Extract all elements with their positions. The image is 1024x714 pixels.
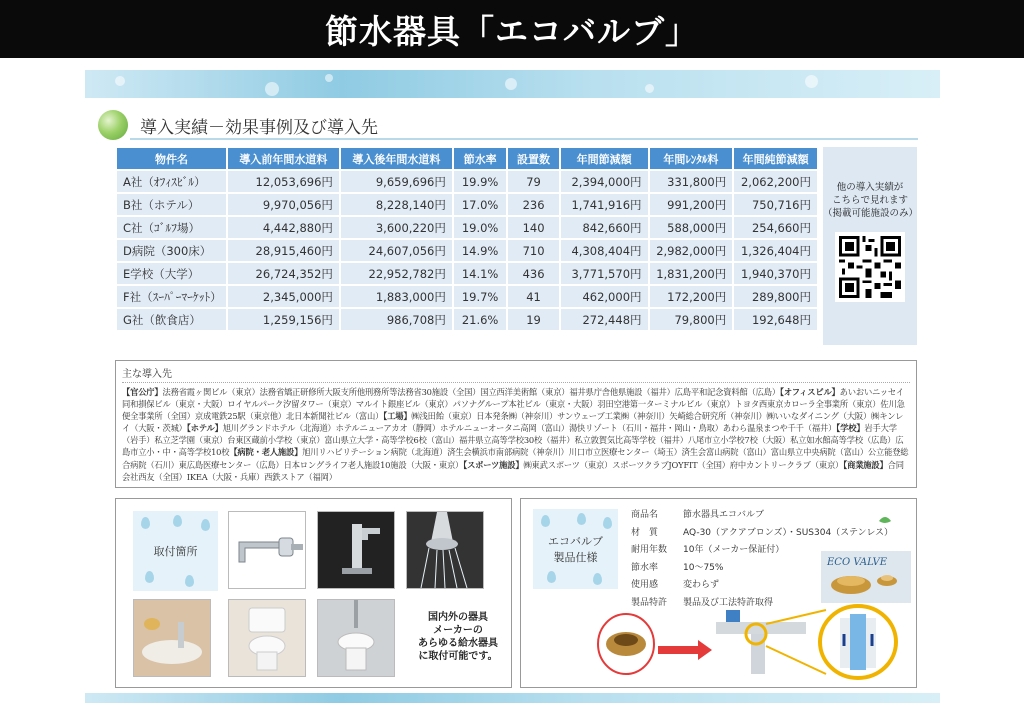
col-header: 設置数 <box>508 148 558 169</box>
category-label: 【ホテル】 <box>186 423 223 434</box>
cell-rate: 21.6% <box>454 309 506 330</box>
water-banner-top <box>85 70 940 98</box>
cell-saving: 2,394,000円 <box>561 171 648 192</box>
spec-label-line: 製品仕様 <box>553 551 598 564</box>
cell-before: 2,345,000円 <box>228 286 339 307</box>
cell-saving: 1,741,916円 <box>561 194 648 215</box>
main-users-title: 主な導入先 <box>122 365 910 383</box>
cell-before: 4,442,880円 <box>228 217 339 238</box>
table-row <box>117 171 817 192</box>
spec-label-line: エコバルブ <box>548 535 603 548</box>
install-note <box>412 611 504 663</box>
spec-key: 節水率 <box>631 562 659 573</box>
spec-value: 10年（メーカー保証付） <box>683 545 785 555</box>
cell-net: 2,062,200円 <box>734 171 817 192</box>
heading-rule <box>130 138 918 140</box>
spec-value: 変わらず <box>683 580 720 590</box>
more-results-box <box>823 147 917 345</box>
col-header: 年間ﾚﾝﾀﾙ料 <box>650 148 733 169</box>
category-text: 法務省霞ヶ関ビル（東京）法務省矯正研修所大阪支所他刑務所等法務省30施設（全国）国立西洋美術館（東京）福井県庁舎他県施設（福井）広島平和記念資料館（広島） <box>162 387 780 397</box>
cell-count: 710 <box>508 240 558 261</box>
cell-rate: 14.1% <box>454 263 506 284</box>
cell-property: B社（ホテル） <box>117 194 226 215</box>
cell-net: 289,800円 <box>734 286 817 307</box>
cell-before: 9,970,056円 <box>228 194 339 215</box>
more-results-note <box>823 181 917 220</box>
spec-key: 耐用年数 <box>631 545 668 555</box>
cell-saving: 272,448円 <box>561 309 648 330</box>
cell-after: 8,228,140円 <box>341 194 452 215</box>
table-header-row <box>117 148 817 169</box>
cell-count: 19 <box>508 309 558 330</box>
cell-net: 1,940,370円 <box>734 263 817 284</box>
cell-rate: 17.0% <box>454 194 506 215</box>
cell-rate: 19.0% <box>454 217 506 238</box>
cell-count: 140 <box>508 217 558 238</box>
cell-rental: 991,200円 <box>650 194 733 215</box>
title-bar <box>0 0 1024 58</box>
cell-rental: 588,000円 <box>650 217 733 238</box>
main-users-box <box>115 360 917 488</box>
cell-before: 12,053,696円 <box>228 171 339 192</box>
install-note-line: あらゆる給水器具 <box>418 638 498 649</box>
category-text: 合同会社西友（全国）IKEA（大阪・兵庫）西鉄ストア（福岡） <box>122 459 904 482</box>
install-note-line: メーカーの <box>433 625 483 636</box>
spec-label-box <box>533 509 618 589</box>
spec-key: 材 質 <box>631 527 659 538</box>
cell-rate: 19.9% <box>454 171 506 192</box>
main-users-text <box>122 386 910 483</box>
cell-after: 9,659,696円 <box>341 171 452 192</box>
cell-saving: 842,660円 <box>561 217 648 238</box>
washbasin-image <box>133 599 211 677</box>
section-title: 導入実績－効果事例及び導入先 <box>140 117 378 138</box>
spec-key: 商品名 <box>631 510 659 520</box>
spec-value: 10～75% <box>683 562 724 573</box>
category-label: 【官公庁】 <box>122 387 163 397</box>
cell-rate: 19.7% <box>454 286 506 307</box>
note-line: （掲載可能施設のみ） <box>823 208 919 219</box>
category-text: 旭川グランドホテル（北海道）ホテルニューアカオ（静岡）ホテルニューオータニ高岡（富山）湯快リゾート（石川・福井・岡山・鳥取）あわら温泉まつや千千（福井） <box>222 423 837 434</box>
category-text: 旭川リハビリテーション病院（北海道）済生会横浜市南部病院（神奈川）川口市立医療センター（埼玉）済生会富山病院（富山）富山県立中央病院（富山）公立能登総合病院（石川）東広島医療センター（広島）日本ロングライフ老人施設10施設（大阪・東京） <box>122 447 909 470</box>
cell-net: 750,716円 <box>734 194 817 215</box>
install-locations-box <box>115 498 512 688</box>
table-row <box>117 240 817 261</box>
cell-property: A社（ｵﾌｨｽﾋﾞﾙ） <box>117 171 226 192</box>
page-title: 節水器具「エコバルブ」 <box>325 11 699 51</box>
install-note-line: 国内外の器具 <box>428 612 488 623</box>
cell-after: 24,607,056円 <box>341 240 452 261</box>
section-heading <box>98 110 378 140</box>
table-row <box>117 217 817 238</box>
spec-value: 節水器具エコバルブ <box>683 510 765 520</box>
col-header: 導入前年間水道料 <box>228 148 339 169</box>
spec-value: 製品及び工法特許取得 <box>683 597 774 608</box>
category-text: 岩手大学（岩手）私立芝学園（東京）台東区蔵前小学校（東京）富山県立大学・高等学校6校（富山）福井県立高等学校30校（福井）私立敦賀気比高等学校（福井）八尾市立小学校7校（大阪）私立如水館高等学校（広島）広島市立小・中・高等学校10校 <box>122 423 904 458</box>
category-label: 【学校】 <box>836 423 865 434</box>
table-row <box>117 309 817 330</box>
cell-after: 1,883,000円 <box>341 286 452 307</box>
category-label: 【スポーツ施設】 <box>463 459 524 470</box>
cell-after: 22,952,782円 <box>341 263 452 284</box>
category-text: あいおいニッセイ同和損保ビル（東京・大阪）ロイヤルパーク汐留タワー（東京）マルイト銀座ビル（東京）パソナグループ本社ビル（東京・大阪）羽田空港第一ターミナルビル（東京）トヨタ西東京カローラ全事業所（東京）佐川急便全事業所（全国）京成電鉄25駅（東京他）北日本新聞社ビル（富山） <box>122 387 905 422</box>
cell-before: 26,724,352円 <box>228 263 339 284</box>
table-row <box>117 194 817 215</box>
water-banner-bottom <box>85 693 940 703</box>
note-line: 他の導入実績が <box>836 182 904 193</box>
cell-net: 254,660円 <box>734 217 817 238</box>
cell-net: 192,648円 <box>734 309 817 330</box>
results-table <box>115 146 819 332</box>
table-row <box>117 286 817 307</box>
col-header: 年間純節減額 <box>734 148 817 169</box>
product-spec-box <box>520 498 917 688</box>
spec-key: 製品特許 <box>631 597 668 608</box>
kitchen-faucet-image <box>317 511 395 589</box>
cell-saving: 4,308,404円 <box>561 240 648 261</box>
cell-property: C社（ｺﾞﾙﾌ場） <box>117 217 226 238</box>
category-text: ㈱浅田飴（東京）日本発条㈱（神奈川）サンウェーブ工業㈱（神奈川）矢崎総合研究所（神奈川）㈱いいなダイニング（大阪）㈱キンレイ（大阪・茨城） <box>122 411 904 434</box>
category-label: 【商業施設】 <box>843 459 888 470</box>
cell-count: 79 <box>508 171 558 192</box>
shower-head-image <box>406 511 484 589</box>
col-header: 年間節減額 <box>561 148 648 169</box>
note-line: こちらで見れます <box>832 195 908 206</box>
wall-faucet-image <box>228 511 306 589</box>
install-note-line: に取付可能です。 <box>418 651 498 662</box>
install-label-box <box>133 511 218 591</box>
cell-property: F社（ｽｰﾊﾟｰﾏｰｹｯﾄ） <box>117 286 226 307</box>
category-label: 【オフィスビル】 <box>779 387 840 397</box>
cell-rental: 172,200円 <box>650 286 733 307</box>
cell-count: 41 <box>508 286 558 307</box>
cell-before: 1,259,156円 <box>228 309 339 330</box>
category-text: ㈱東武スポーツ（東京）スポーツクラブJOYFIT（全国）府中カントリークラブ（東京） <box>523 459 844 470</box>
spec-value: AQ-30（アクアブロンズ）・SUS304（ステンレス） <box>683 527 894 538</box>
cell-property: E学校（大学） <box>117 263 226 284</box>
table-row <box>117 263 817 284</box>
col-header: 節水率 <box>454 148 506 169</box>
cell-count: 436 <box>508 263 558 284</box>
spec-key: 使用感 <box>631 580 659 590</box>
col-header: 物件名 <box>117 148 226 169</box>
flush-toilet-image <box>317 599 395 677</box>
cell-net: 1,326,404円 <box>734 240 817 261</box>
col-header: 導入後年間水道料 <box>341 148 452 169</box>
cell-saving: 462,000円 <box>561 286 648 307</box>
cell-rate: 14.9% <box>454 240 506 261</box>
cell-after: 986,708円 <box>341 309 452 330</box>
cell-property: G社（飲食店） <box>117 309 226 330</box>
cell-count: 236 <box>508 194 558 215</box>
cell-rental: 79,800円 <box>650 309 733 330</box>
installation-diagram <box>596 604 901 684</box>
qr-code-icon[interactable] <box>835 232 905 302</box>
category-label: 【病院・老人施設】 <box>229 447 303 458</box>
eco-valve-product-image <box>821 511 911 603</box>
install-label: 取付箇所 <box>153 545 198 558</box>
green-bullet-icon <box>98 110 128 140</box>
eco-valve-logo: ECO VALVE <box>827 557 888 568</box>
cell-rental: 1,831,200円 <box>650 263 733 284</box>
cell-saving: 3,771,570円 <box>561 263 648 284</box>
cell-rental: 2,982,000円 <box>650 240 733 261</box>
category-label: 【工場】 <box>383 411 412 422</box>
cell-rental: 331,800円 <box>650 171 733 192</box>
cell-after: 3,600,220円 <box>341 217 452 238</box>
cell-before: 28,915,460円 <box>228 240 339 261</box>
toilet-image <box>228 599 306 677</box>
cell-property: D病院（300床） <box>117 240 226 261</box>
